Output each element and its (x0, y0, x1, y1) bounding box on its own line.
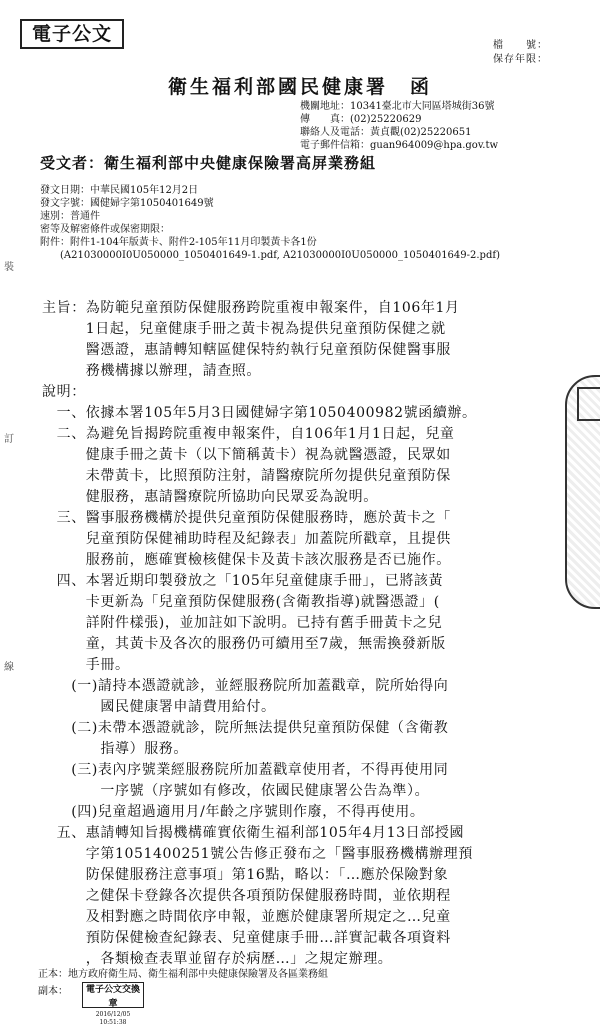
body-line: 說明： (42, 384, 86, 400)
body-line: 童，其黃卡及各次的服務仍可續用至7歲，無需換發新版 (42, 636, 446, 652)
body-line: 服務前，應確實檢核健保卡及黃卡該次服務是否已施作。 (42, 552, 451, 568)
body-line: (一)請持本憑證就診，並經服務院所加蓋戳章，院所始得向 (42, 678, 449, 694)
file-number-label: 檔 號： (493, 40, 548, 51)
body-line: 指導）服務。 (42, 741, 188, 757)
seal-mark-icon (577, 387, 600, 421)
body-line: 五、惠請轉知旨揭機構確實依衛生福利部105年4月13日部授國 (42, 825, 465, 841)
body-line: 醫憑證，惠請轉知轄區健保特約執行兒童預防保健醫事服 (42, 342, 451, 358)
exchange-stamp-time: 2016/12/05 10:51:38 (95, 1011, 131, 1026)
seal-edge-icon (565, 375, 600, 609)
body-line: 之健保卡登錄各次提供各項預防保健服務時間，並依期程 (42, 888, 451, 904)
body-line: 預防保健檢查紀錄表、兒童健康手冊…詳實記載各項資料 (42, 930, 451, 946)
exchange-stamp-text: 電子公文交換章 (85, 985, 140, 1009)
contact-fax: 傳 真：(02)25220629 (300, 114, 422, 125)
exchange-stamp (82, 982, 144, 1026)
cc-label: 副本： (38, 986, 68, 997)
main-recipients: 正本：地方政府衛生局、衛生福利部中央健康保險署及各區業務組 (38, 969, 328, 980)
body-line: 未帶黃卡，比照預防注射，請醫療院所勿提供兒童預防保 (42, 468, 451, 484)
binding-mark-xian: 線 (4, 662, 14, 673)
body-line: 1日起，兒童健康手冊之黃卡視為提供兒童預防保健之就 (42, 321, 446, 337)
binding-mark-zhuang: 裝 (4, 262, 14, 273)
e-document-stamp: 電子公文 (20, 19, 124, 49)
body-line: ，各類檢查表單並留存於病歷…」之規定辦理。 (42, 951, 393, 967)
classification: 密等及解密條件或保密期限： (40, 224, 170, 235)
urgency: 速別：普通件 (40, 211, 100, 222)
body-line: 及相對應之時間依序申報，並應於健康署所規定之…兒童 (42, 909, 451, 925)
body-line: 四、本署近期印製發放之「105年兒童健康手冊」，已將該黃 (42, 573, 444, 589)
body-line: 卡更新為「兒童預防保健服務(含衛教指導)就醫憑證」( (42, 594, 440, 610)
contact-email: 電子郵件信箱：guan964009@hpa.gov.tw (300, 140, 499, 151)
contact-address: 機關地址：10341臺北市大同區塔城街36號 (300, 101, 495, 112)
issue-date: 發文日期：中華民國105年12月2日 (40, 185, 199, 196)
body-line: 防保健服務注意事項」第16點，略以：「…應於保險對象 (42, 867, 449, 883)
body-line: 國民健康署申請費用給付。 (42, 699, 276, 715)
body-line: 健服務，惠請醫療院所協助向民眾妥為說明。 (42, 489, 378, 505)
attachments: 附件：附件1-104年版黃卡、附件2-105年11月印製黃卡各1份 (40, 237, 317, 248)
body-line: 務機構據以辦理，請查照。 (42, 363, 261, 379)
body-line: 健康手冊之黃卡（以下簡稱黃卡）視為就醫憑證，民眾如 (42, 447, 451, 463)
recipient: 受文者：衛生福利部中央健康保險署高屏業務組 (40, 154, 377, 172)
body-line: (二)未帶本憑證就診，院所無法提供兒童預防保健（含衛教 (42, 720, 449, 736)
document-body (42, 298, 477, 970)
body-line: 主旨：為防範兒童預防保健服務跨院重複申報案件，自106年1月 (42, 300, 460, 316)
body-line: 手冊。 (42, 657, 130, 673)
contact-person: 聯絡人及電話：黃貞觀(02)25220651 (300, 127, 472, 138)
body-line: 字第1051400251號公告修正發布之「醫事服務機構辦理預 (42, 846, 473, 862)
body-line: 三、醫事服務機構於提供兒童預防保健服務時，應於黃卡之「 (42, 510, 451, 526)
body-line: 兒童預防保健補助時程及紀錄表」加蓋院所戳章，且提供 (42, 531, 451, 547)
document-title: 衛生福利部國民健康署 函 (167, 76, 432, 98)
issue-number: 發文字號：國健婦字第1050401649號 (40, 198, 214, 209)
body-line: (四)兒童超過適用月/年齡之序號則作廢，不得再使用。 (42, 804, 425, 820)
body-line: 一、依據本署105年5月3日國健婦字第1050400982號函續辦。 (42, 405, 477, 421)
retention-period-label: 保存年限： (493, 54, 548, 65)
body-line: 詳附件樣張)，並加註如下說明。已持有舊手冊黃卡之兒 (42, 615, 443, 631)
attachment-files: (A21030000I0U050000_1050401649-1.pdf, A21030000I0U050000_1050401649-2.pdf) (40, 250, 500, 261)
body-line: (三)表內序號業經服務院所加蓋戳章使用者，不得再使用同 (42, 762, 449, 778)
body-line: 一序號（序號如有修改，依國民健康署公告為準）。 (42, 783, 430, 799)
binding-mark-ding: 訂 (4, 434, 14, 445)
body-line: 二、為避免旨揭跨院重複申報案件，自106年1月1日起，兒童 (42, 426, 455, 442)
